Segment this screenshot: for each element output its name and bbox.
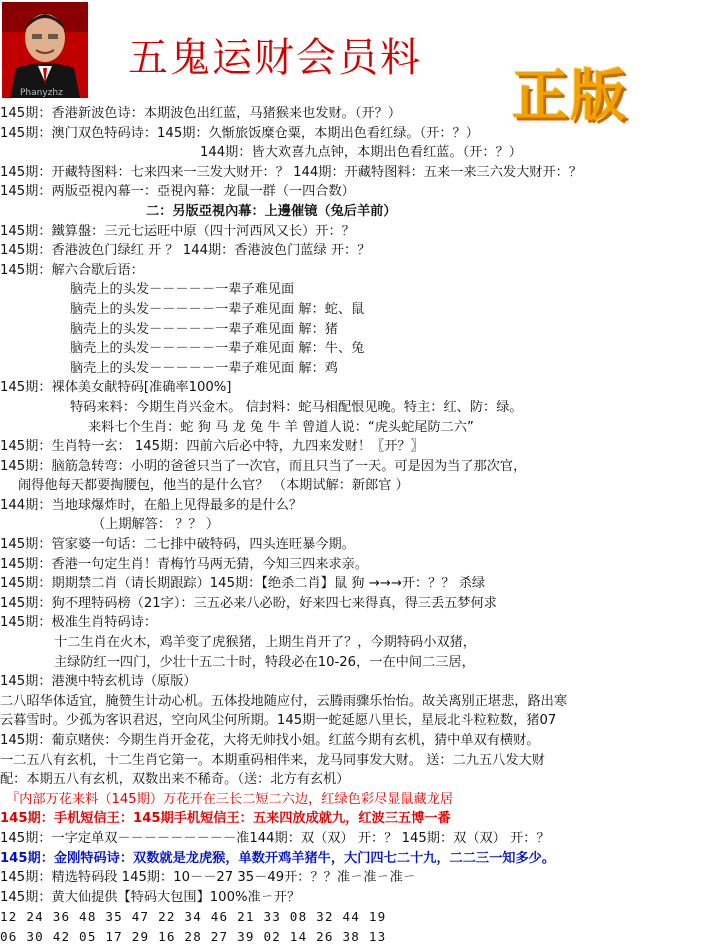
- number-row: 06 30 42 05 17 29 16 28 27 39 02 14 26 38 13: [0, 928, 387, 944]
- text-line: 145期：澳门双色特码诗：145期：久惭旅饭糜仓粟，本期出色看红绿。（开：？）: [0, 125, 479, 141]
- content-lines: [0, 104, 721, 947]
- text-line: 脑壳上的头发－－－－－一辈子难见面 解：蛇、鼠: [70, 301, 365, 317]
- text-line: 145期：香港波色门绿红 开 ？ 144期：香港波色门蓝绿 开：？: [0, 243, 371, 259]
- text-line: 特码来料：今期生肖兴金木。 信封料：蛇马相配恨见晚。特主：红、防：绿。: [70, 399, 523, 415]
- text-line: 145期：裸体美女献特码[准确率100%]: [0, 380, 232, 396]
- photo-portrait: [2, 2, 88, 98]
- text-line: 145期：狗不理特码榜（21字）：三五必来八必盼，好来四七来得真，得三丢五梦何求: [0, 595, 497, 611]
- text-line: 脑壳上的头发－－－－－一辈子难见面 解：猪: [70, 321, 338, 337]
- text-line: （上期解答： ？？ ）: [92, 517, 220, 533]
- text-line: 『内部万花来料（145期）万花开在三长二短二六边，红绿色彩尽显鼠藏龙居: [6, 791, 454, 807]
- photo-watermark: Phanyzhz: [20, 88, 63, 98]
- text-line: 二：另版亞視內幕：上邊催镜（兔后羊前）: [146, 203, 397, 219]
- text-line: 主绿防红一四门，少壮十五二十时，特段必在10-26，一在中间二三居，: [54, 654, 475, 670]
- page-title: 五鬼运财会员料: [128, 35, 422, 81]
- text-line: 145期：生肖特一玄： 145期：四前六后必中特，九四来发财！〖开？〗: [0, 439, 424, 455]
- text-line: 145期：香港一句定生肖！青梅竹马两无猜，今知三四来求亲。: [0, 556, 369, 572]
- text-line: 144期：当地球爆炸时，在船上见得最多的是什么？: [0, 497, 303, 513]
- text-line: 145期：金刚特码诗：双数就是龙虎猴，单数开鸡羊猪牛，大门四七二十九，二二三一知多少。: [0, 850, 556, 866]
- number-row: 12 24 36 48 35 47 22 34 46 21 33 08 32 44 19: [0, 909, 387, 925]
- text-line: 145期：手机短信王：145期手机短信王：五来四放成就九，红波三五博一番: [0, 811, 451, 827]
- text-line: 云暮雪时。少孤为客识君迟，空向风尘何所期。145期一蛇延愿八里长，星辰北斗粒粒数，猪07: [0, 713, 557, 729]
- text-line: 145期：两版亞視內幕一：亞視內幕：龙鼠一群（一四合数）: [0, 184, 355, 200]
- text-line: 脑壳上的头发－－－－－一辈子难见面 解：牛、兔: [70, 341, 365, 357]
- text-line: 十二生肖在火木，鸡羊变了虎猴猪，上期生肖开了？，今期特码小双猪，: [54, 635, 476, 651]
- text-line: 145期：一字定单双－－－－－－－－－准144期：双（双） 开：？ 145期：双（双） 开：？: [0, 830, 550, 846]
- text-line: 一二五八有玄机，十二生肖它第一。本期重码相伴来，龙马同事发大财。 送：二九五八发大财: [0, 752, 545, 768]
- text-line: 脑壳上的头发－－－－－一辈子难见面 解：鸡: [70, 360, 338, 376]
- text-line: 145期：管家婆一句话：二七排中破特码，四头连旺暴今期。: [0, 537, 355, 553]
- text-line: 145期：港澳中特玄机诗（原版）: [0, 674, 197, 690]
- text-line: 145期：葡京赌侠：今期生肖开金花，大将无帅找小姐。红蓝今期有玄机，猜中单双有横财。: [0, 733, 540, 748]
- text-line: 闹得他每天都要掏腰包，他当的是什么官？ （本期试解：新郎官 ）: [18, 478, 409, 494]
- text-line: 145期：期期禁二肖（请长期跟踪）145期：【绝杀二肖】鼠 狗 →→→开：？？ 杀绿: [0, 576, 486, 592]
- text-line: 145期：鐵算盤：三元七运旺中原（四十河西风又长）开：？: [0, 223, 355, 239]
- text-line: 145期：极准生肖特码诗：: [0, 615, 158, 631]
- text-line: 145期：开藏特图料：七来四来一三发大财开：？ 144期：开藏特图料：五来一来三六发大财开：？: [0, 164, 583, 180]
- text-line: 145期：精选特码段 145期：10－－27 35－49开：？？准ㄧ准ㄧ准ㄧ: [0, 870, 416, 886]
- text-line: 145期：黄大仙提供【特码大包围】100%准ㄧ开？: [0, 889, 301, 905]
- text-line: 脑壳上的头发－－－－－一辈子难见面: [70, 282, 295, 298]
- text-line: 配：本期五八有玄机，双数出来不稀奇。（送：北方有玄机）: [0, 772, 350, 788]
- text-line: 二八昭华体适宜，腌赞生计动心机。五体投地随应付，云腾雨骤乐怡怡。故关离别正堪悲，路出寒: [0, 693, 568, 709]
- text-line: 145期：脑筋急转弯：小明的爸爸只当了一次官，而且只当了一天。可是因为当了那次官，: [0, 458, 527, 474]
- genuine-stamp: 正版: [512, 64, 628, 129]
- text-line: 145期：香港新波色诗：本期波色出红蓝，马猪猴来也发财。（开？）: [0, 106, 402, 121]
- text-line: 145期：解六合歇后语：: [0, 262, 144, 278]
- text-line: 144期：皆大欢喜九点钟，本期出色看红蓝。（开：？）: [200, 145, 522, 161]
- text-line: 来料七个生肖：蛇 狗 马 龙 兔 牛 羊 曾道人说：“虎头蛇尾防二六”: [88, 419, 474, 435]
